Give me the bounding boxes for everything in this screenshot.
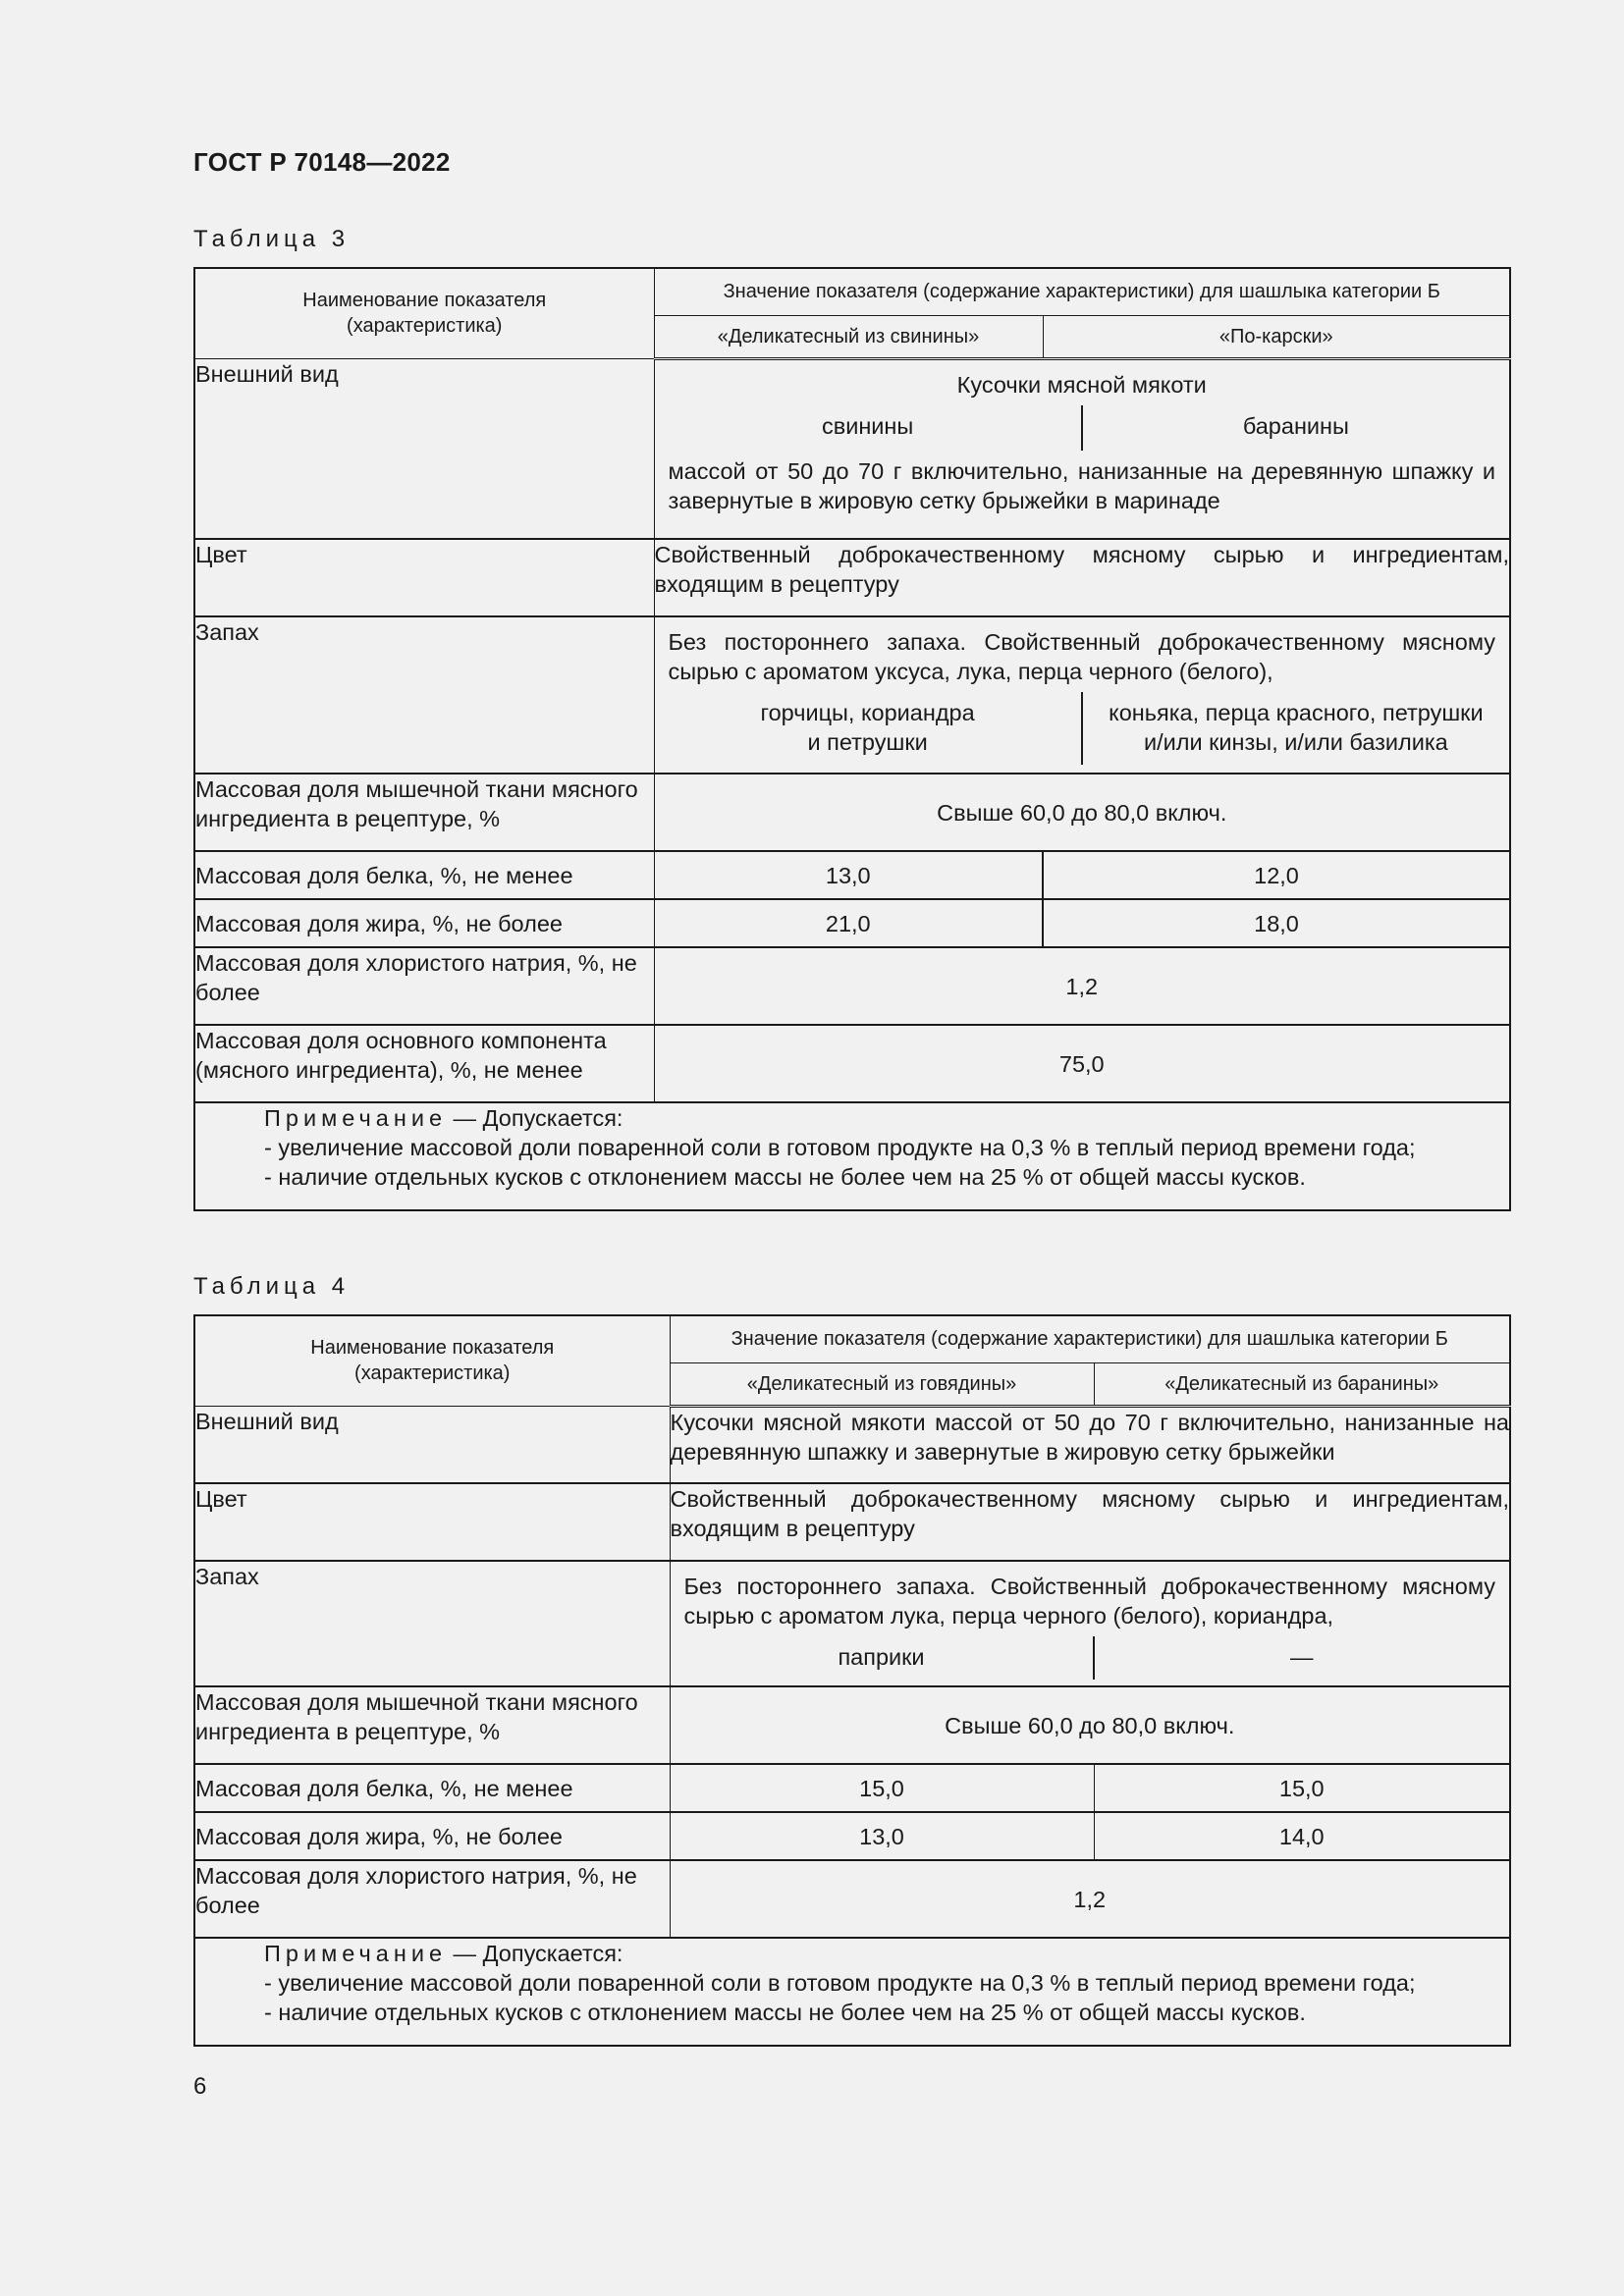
smell-top: Без постороннего запаха. Свойственный доброкачественному мясному сырью с ароматом уксуса, лука, перца черного (белого), <box>668 629 1495 684</box>
row-label: Массовая доля мышечной ткани мясного ингредиента в рецептуре, % <box>194 774 654 851</box>
table-row <box>194 899 1510 947</box>
fat-value-2: 18,0 <box>1043 899 1510 947</box>
table-4-caption: Таблица 4 <box>193 1273 351 1300</box>
table-4 <box>193 1314 1511 2047</box>
fat-value-1: 21,0 <box>654 899 1043 947</box>
note-title <box>195 1939 1509 1968</box>
smell-karski-line1: коньяка, перца красного, петрушки <box>1109 700 1484 725</box>
table-3-caption: Таблица 3 <box>193 226 351 252</box>
table-row <box>194 1025 1510 1102</box>
smell-lamb: — <box>1290 1644 1314 1670</box>
table-4-note <box>194 1938 1510 2046</box>
table-3-value-header: Значение показателя (содержание характеристики) для шашлыка категории Б <box>654 268 1510 315</box>
table-3-subheader-pork: «Деликатесный из свинины» <box>654 315 1043 358</box>
color-value: Свойственный доброкачественному мясному сырью и ингредиентам, входящим в рецептуру <box>670 1483 1510 1561</box>
appearance-pork: свинины <box>655 405 1083 451</box>
table-row <box>194 1860 1510 1938</box>
muscle-value: Свыше 60,0 до 80,0 включ. <box>654 774 1510 851</box>
page-number: 6 <box>193 2073 207 2100</box>
row-label: Массовая доля жира, %, не более <box>194 899 654 947</box>
row-label: Массовая доля жира, %, не более <box>194 1812 670 1860</box>
note-item: - наличие отдельных кусков с отклонением массы не более чем на 25 % от общей массы кусков. <box>264 1164 1306 1190</box>
document-id: ГОСТ Р 70148—2022 <box>193 147 451 177</box>
table-3 <box>193 267 1511 1211</box>
smell-value <box>670 1561 1510 1686</box>
row-label: Запах <box>194 616 654 774</box>
table-row <box>194 1812 1510 1860</box>
appearance-lamb: баранины <box>1242 412 1349 439</box>
table-row <box>194 947 1510 1025</box>
table-4-name-header-text: Наименование показателя (характеристика) <box>310 1337 555 1385</box>
smell-pork-line2: и петрушки <box>807 729 928 755</box>
table-row <box>194 851 1510 899</box>
note-title-word: Примечание <box>264 1105 448 1131</box>
table-row <box>194 1764 1510 1812</box>
salt-value: 1,2 <box>654 947 1510 1025</box>
note-title <box>195 1103 1509 1133</box>
table-4-subheader-lamb: «Деликатесный из баранины» <box>1094 1362 1510 1406</box>
smell-karski-line2: и/или кинзы, и/или базилика <box>1144 729 1448 755</box>
row-label: Массовая доля белка, %, не менее <box>194 1764 670 1812</box>
protein-value-1: 13,0 <box>654 851 1043 899</box>
row-label: Массовая доля хлористого натрия, %, не более <box>194 1860 670 1938</box>
note-item: - увеличение массовой доли поваренной соли в готовом продукте на 0,3 % в теплый период времени года; <box>264 1970 1416 1996</box>
smell-beef: паприки <box>671 1636 1095 1680</box>
appearance-value <box>654 358 1510 539</box>
salt-value: 1,2 <box>670 1860 1510 1938</box>
table-row <box>194 1406 1510 1483</box>
smell-split <box>671 1636 1510 1680</box>
main-component-value: 75,0 <box>654 1025 1510 1102</box>
table-row <box>194 1561 1510 1686</box>
row-label: Цвет <box>194 539 654 616</box>
fat-value-1: 13,0 <box>670 1812 1094 1860</box>
appearance-top: Кусочки мясной мякоти <box>956 371 1207 398</box>
smell-split <box>655 692 1510 765</box>
appearance-value: Кусочки мясной мякоти массой от 50 до 70 г включительно, нанизанные на деревянную шпажку и завернутые в жировую сетку брыжейки <box>670 1406 1510 1483</box>
row-label: Массовая доля белка, %, не менее <box>194 851 654 899</box>
table-3-note <box>194 1102 1510 1210</box>
smell-pork <box>655 692 1083 765</box>
table-row <box>194 774 1510 851</box>
color-value: Свойственный доброкачественному мясному сырью и ингредиентам, входящим в рецептуру <box>654 539 1510 616</box>
note-title-suffix: — Допускается: <box>447 1105 623 1131</box>
row-label: Массовая доля хлористого натрия, %, не более <box>194 947 654 1025</box>
table-row <box>194 358 1510 539</box>
smell-karski <box>1083 692 1509 765</box>
table-3-subheader-karski: «По-карски» <box>1043 315 1510 358</box>
row-label: Цвет <box>194 1483 670 1561</box>
table-3-note-row <box>194 1102 1510 1210</box>
muscle-value: Свыше 60,0 до 80,0 включ. <box>670 1686 1510 1764</box>
table-row <box>194 616 1510 774</box>
row-label: Запах <box>194 1561 670 1686</box>
smell-pork-line1: горчицы, кориандра <box>760 700 975 725</box>
table-4-note-row <box>194 1938 1510 2046</box>
protein-value-2: 15,0 <box>1094 1764 1510 1812</box>
row-label: Внешний вид <box>194 1406 670 1483</box>
row-label: Массовая доля основного компонента (мясного ингредиента), %, не менее <box>194 1025 654 1102</box>
row-label: Массовая доля мышечной ткани мясного ингредиента в рецептуре, % <box>194 1686 670 1764</box>
note-item: - наличие отдельных кусков с отклонением массы не более чем на 25 % от общей массы кусков. <box>264 2000 1306 2025</box>
note-title-suffix: — Допускается: <box>447 1941 623 1966</box>
note-item: - увеличение массовой доли поваренной соли в готовом продукте на 0,3 % в теплый период времени года; <box>264 1135 1416 1160</box>
table-4-name-header <box>194 1315 670 1406</box>
table-row <box>194 1483 1510 1561</box>
note-title-word: Примечание <box>264 1941 448 1966</box>
appearance-bottom: массой от 50 до 70 г включительно, нанизанные на деревянную шпажку и завернутые в жировую сетку брыжейки в маринаде <box>668 457 1495 513</box>
protein-value-2: 12,0 <box>1043 851 1510 899</box>
table-3-name-header <box>194 268 654 358</box>
table-row <box>194 539 1510 616</box>
appearance-split <box>655 405 1510 451</box>
table-4-subheader-beef: «Деликатесный из говядины» <box>670 1362 1094 1406</box>
smell-value <box>654 616 1510 774</box>
table-row <box>194 1686 1510 1764</box>
table-3-name-header-text: Наименование показателя (характеристика) <box>302 290 547 338</box>
fat-value-2: 14,0 <box>1094 1812 1510 1860</box>
smell-top: Без постороннего запаха. Свойственный доброкачественному мясному сырью с ароматом лука, перца черного (белого), кориандра, <box>683 1574 1495 1629</box>
row-label: Внешний вид <box>194 358 654 539</box>
table-4-value-header: Значение показателя (содержание характеристики) для шашлыка категории Б <box>670 1315 1510 1362</box>
protein-value-1: 15,0 <box>670 1764 1094 1812</box>
